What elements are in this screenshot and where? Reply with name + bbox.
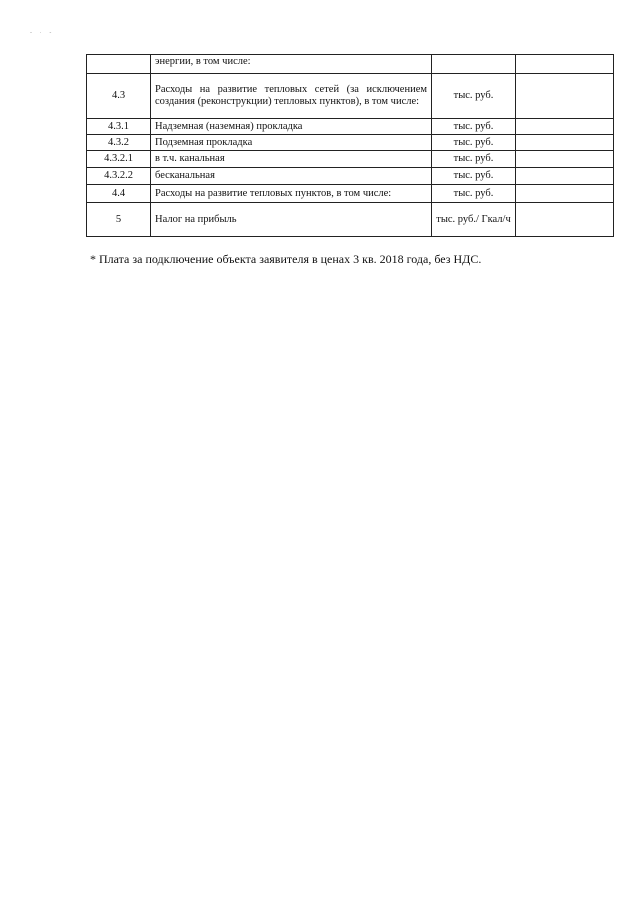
row-number: 4.3.2.2 xyxy=(87,168,151,185)
row-number: 4.3.2.1 xyxy=(87,151,151,168)
table-row xyxy=(87,203,614,237)
row-unit: тыс. руб. xyxy=(432,185,516,203)
row-name: Надземная (наземная) прокладка xyxy=(151,119,432,135)
row-value xyxy=(516,185,614,203)
row-number: 5 xyxy=(87,203,151,237)
row-unit: тыс. руб./ Гкал/ч xyxy=(432,203,516,237)
table-row xyxy=(87,135,614,151)
row-value xyxy=(516,119,614,135)
table-row xyxy=(87,168,614,185)
row-unit: тыс. руб. xyxy=(432,74,516,119)
row-name: бесканальная xyxy=(151,168,432,185)
row-unit: тыс. руб. xyxy=(432,119,516,135)
row-number: 4.4 xyxy=(87,185,151,203)
row-name: энергии, в том числе: xyxy=(151,55,432,74)
footnote: * Плата за подключение объекта заявителя в ценах 3 кв. 2018 года, без НДС. xyxy=(90,252,482,266)
row-unit: тыс. руб. xyxy=(432,168,516,185)
row-value xyxy=(516,151,614,168)
row-name: в т.ч. канальная xyxy=(151,151,432,168)
row-unit xyxy=(432,55,516,74)
row-name: Подземная прокладка xyxy=(151,135,432,151)
row-value xyxy=(516,55,614,74)
row-number xyxy=(87,55,151,74)
row-number: 4.3.2 xyxy=(87,135,151,151)
row-number: 4.3.1 xyxy=(87,119,151,135)
table-row xyxy=(87,185,614,203)
row-name: Расходы на развитие тепловых сетей (за исключением создания (реконструкции) тепловых пунктов), в том числе: xyxy=(151,74,432,119)
row-unit: тыс. руб. xyxy=(432,151,516,168)
row-value xyxy=(516,135,614,151)
row-value xyxy=(516,74,614,119)
table-row xyxy=(87,151,614,168)
row-name: Расходы на развитие тепловых пунктов, в том числе: xyxy=(151,185,432,203)
page-mark: - · - xyxy=(30,30,55,36)
row-unit: тыс. руб. xyxy=(432,135,516,151)
row-value xyxy=(516,168,614,185)
tariff-table xyxy=(86,54,614,237)
row-name: Налог на прибыль xyxy=(151,203,432,237)
table-row xyxy=(87,55,614,74)
table-row xyxy=(87,74,614,119)
row-number: 4.3 xyxy=(87,74,151,119)
table-row xyxy=(87,119,614,135)
row-value xyxy=(516,203,614,237)
